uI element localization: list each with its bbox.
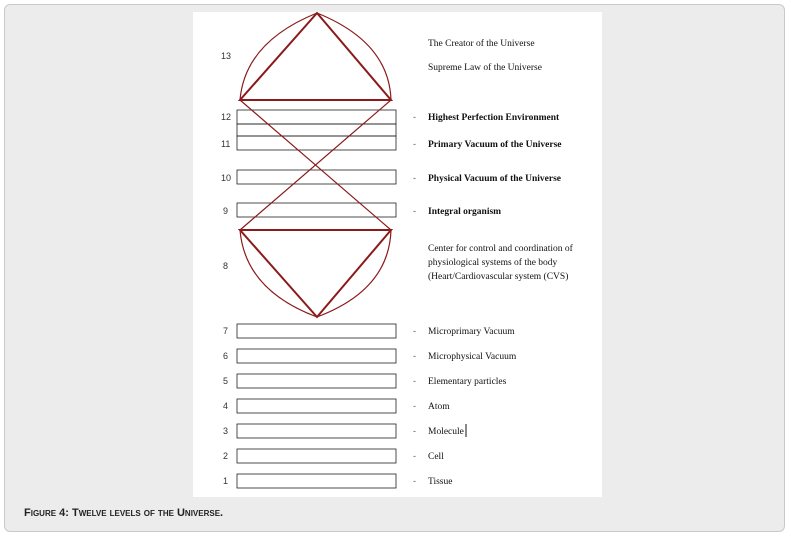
figure-caption [24, 507, 223, 519]
level-13-label-2: Supreme Law of the Universe [428, 63, 542, 73]
level-6-dash: - [413, 351, 416, 361]
level-11-dash: - [413, 139, 416, 149]
level-13-number: 13 [221, 51, 232, 61]
level-10-dash: - [413, 173, 416, 183]
level-4-label: Atom [428, 402, 450, 412]
level-11-separator-box [237, 124, 396, 136]
level-9-box [237, 203, 396, 217]
level-1-number: 1 [223, 476, 229, 486]
upper-triangle [240, 13, 391, 100]
level-8-label-3: (Heart/Cardiovascular system (CVS) [428, 272, 569, 282]
level-8-label-1: Center for control and coordination of [428, 244, 573, 254]
caption-prefix: Figure 4: [24, 507, 69, 519]
level-5-number: 5 [223, 376, 229, 386]
level-5-box [237, 374, 396, 388]
caption-text: Twelve levels of the Universe. [71, 507, 224, 519]
level-3-label: Molecule [428, 427, 464, 437]
level-11-number: 11 [221, 139, 231, 149]
level-4-dash: - [413, 401, 416, 411]
level-2-number: 2 [223, 451, 229, 461]
level-13-label-1: The Creator of the Universe [428, 39, 535, 49]
level-1-label: Tissue [428, 477, 453, 487]
level-7-box [237, 324, 396, 338]
diagram-geometry [240, 13, 391, 317]
level-12-dash: - [413, 112, 416, 122]
level-4-number: 4 [223, 401, 229, 411]
level-11-label: Primary Vacuum of the Universe [428, 140, 562, 150]
level-7-label: Microprimary Vacuum [428, 327, 515, 337]
level-3-dash: - [413, 426, 416, 436]
diagram-panel [193, 12, 602, 497]
levels-diagram [193, 12, 602, 497]
level-3-box [237, 424, 396, 438]
level-9-label: Integral organism [428, 207, 502, 217]
level-12-number: 12 [221, 112, 232, 122]
level-8-label-2: physiological systems of the body [428, 258, 558, 268]
level-2-dash: - [413, 451, 416, 461]
level-10-number: 10 [221, 173, 232, 183]
level-7-number: 7 [223, 326, 229, 336]
level-1-box [237, 474, 396, 488]
level-2-label: Cell [428, 452, 444, 462]
level-6-number: 6 [223, 351, 229, 361]
level-12-label: Highest Perfection Environment [428, 113, 560, 123]
level-10-label: Physical Vacuum of the Universe [428, 174, 561, 184]
level-6-box [237, 349, 396, 363]
level-9-dash: - [413, 206, 416, 216]
level-8-number: 8 [223, 261, 229, 271]
level-2-box [237, 449, 396, 463]
level-5-dash: - [413, 376, 416, 386]
lower-triangle [240, 230, 391, 317]
level-4-box [237, 399, 396, 413]
level-7-dash: - [413, 326, 416, 336]
level-6-label: Microphysical Vacuum [428, 352, 517, 362]
level-1-dash: - [413, 476, 416, 486]
level-10-box [237, 170, 396, 184]
level-3-number: 3 [223, 426, 229, 436]
level-9-number: 9 [223, 206, 229, 216]
level-11-box [237, 136, 396, 150]
level-5-label: Elementary particles [428, 377, 507, 387]
